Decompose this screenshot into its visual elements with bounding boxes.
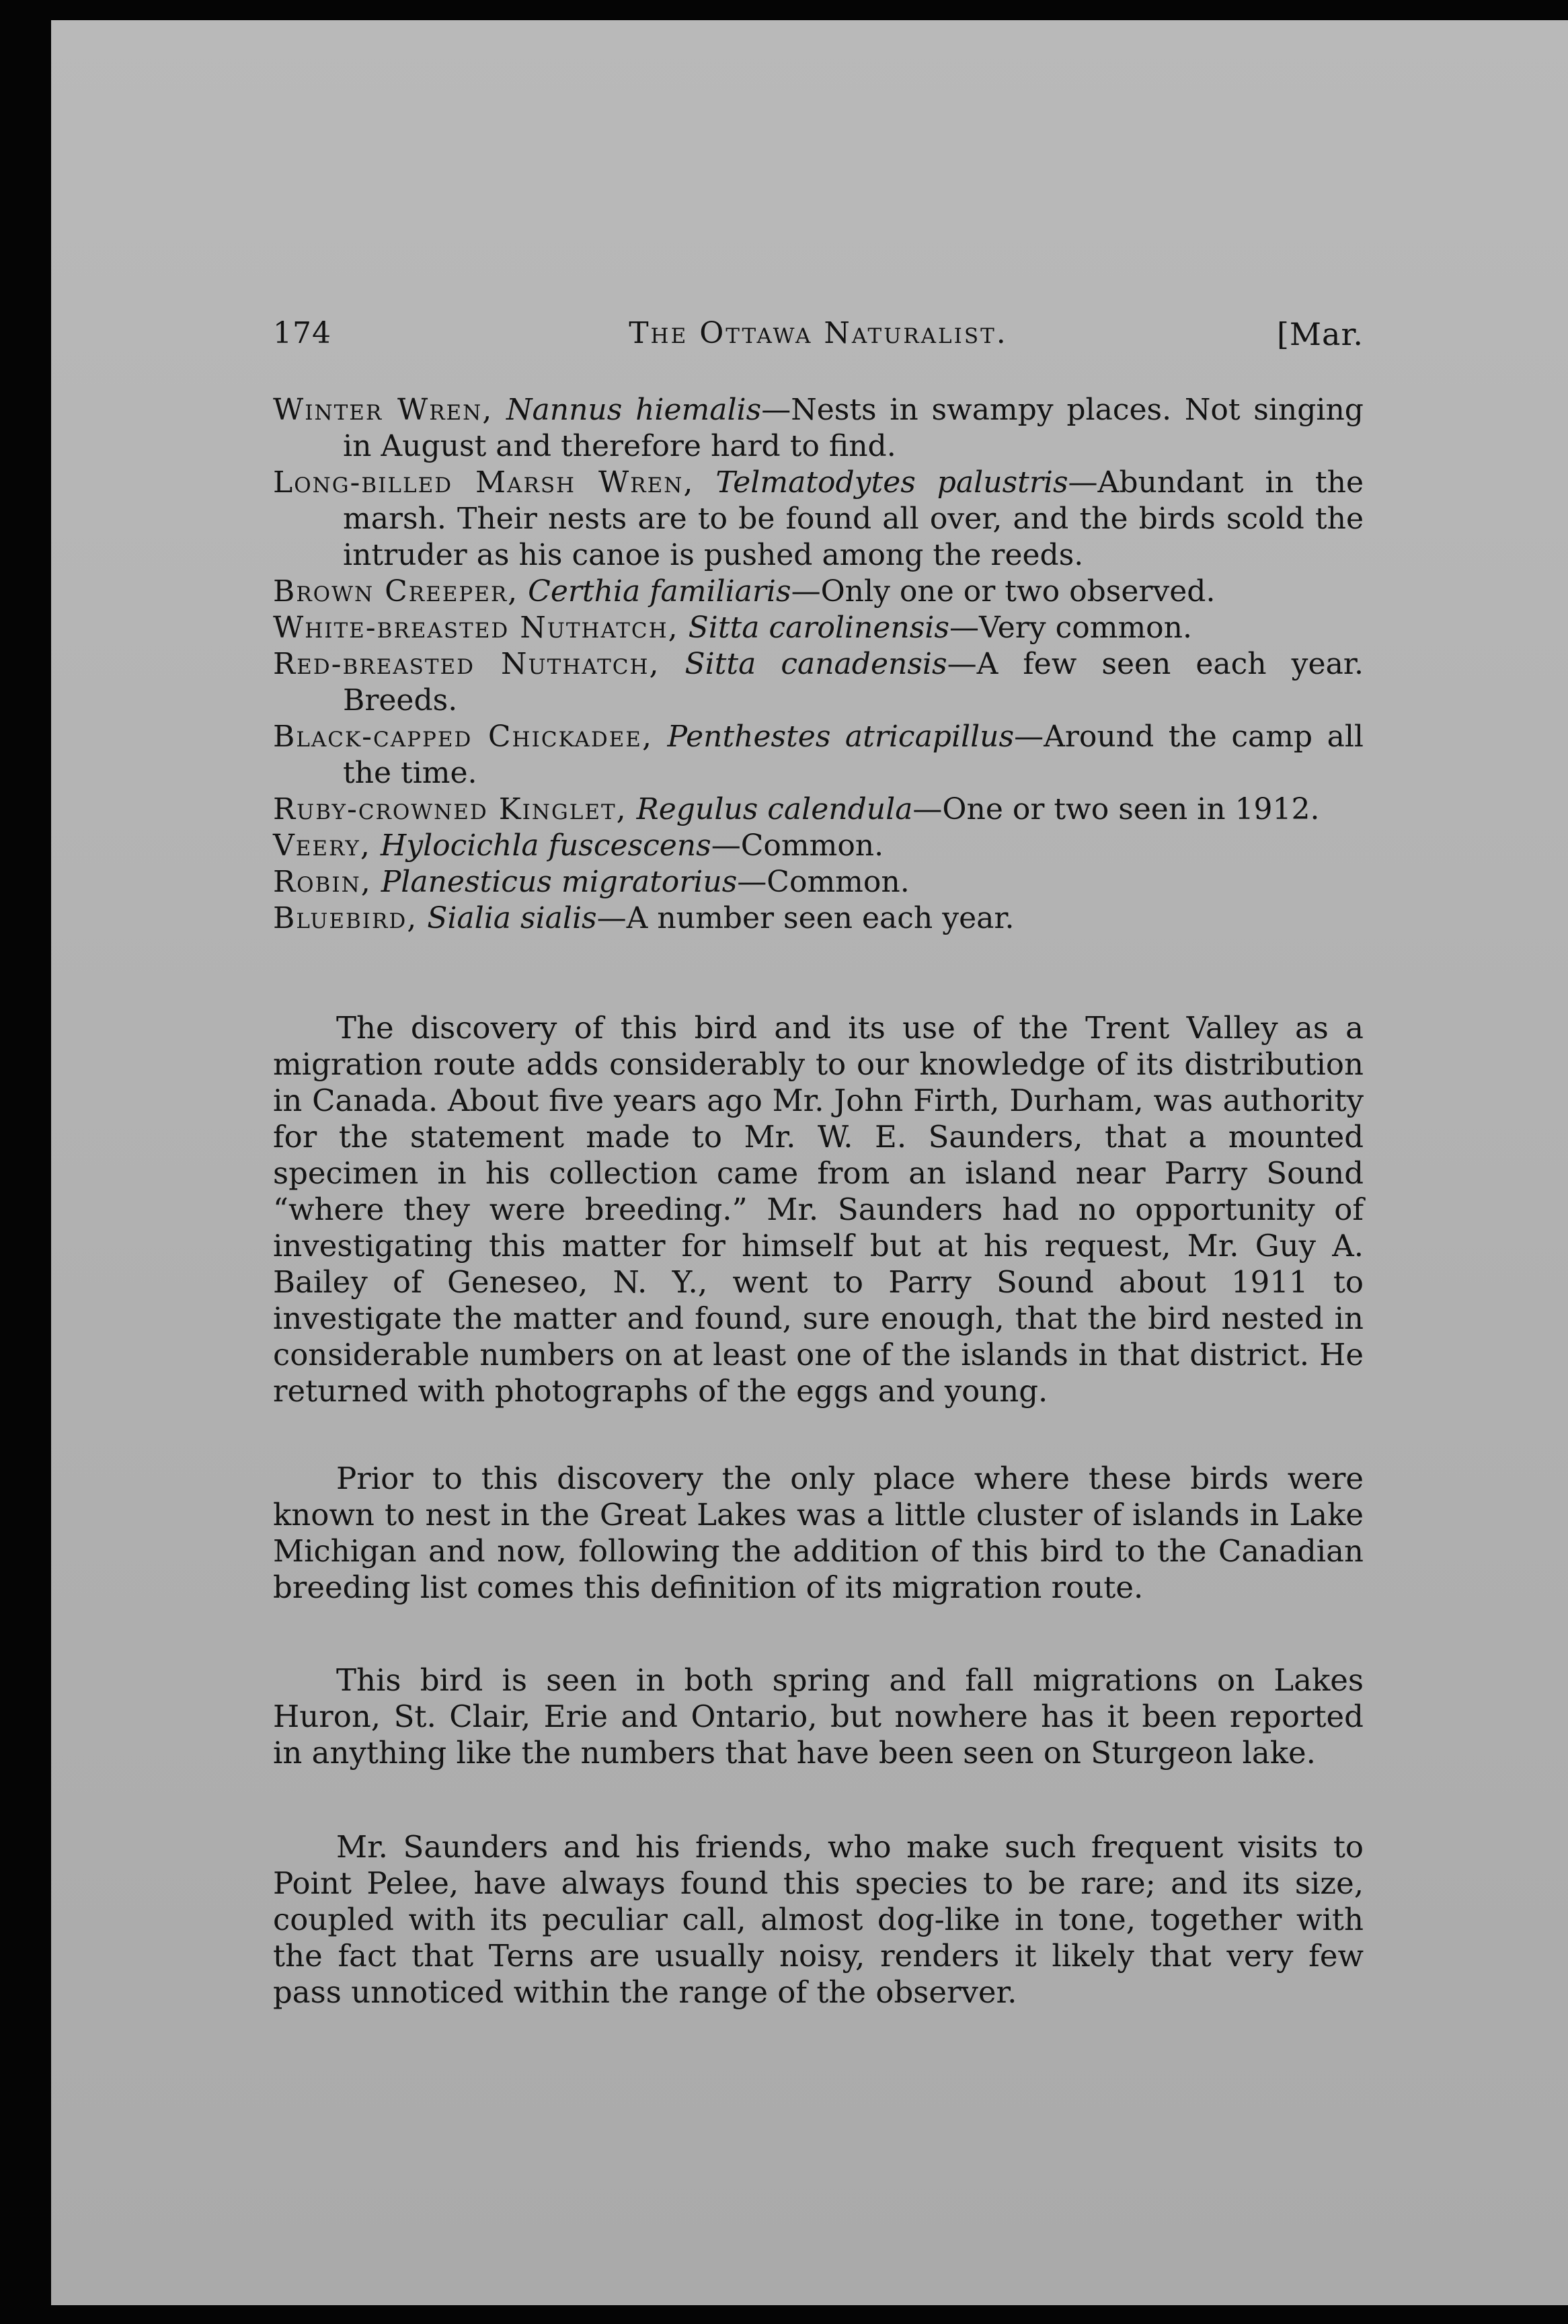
- latin-name: Nannus hiemalis: [506, 393, 762, 427]
- paragraph-prior-nesting: Prior to this discovery the only place where these birds were known to nest in the Great Lakes was a little cluster of islands in Lake Michigan and now, following the addition of this bird to the Canadian breeding list comes this definition of its migration route.: [273, 1461, 1364, 1605]
- latin-name: Sitta canadensis: [684, 647, 947, 681]
- common-name: Black-capped Chickadee,: [273, 720, 653, 754]
- latin-name: Hylocichla fuscescens: [380, 828, 711, 863]
- common-name: Brown Creeper,: [273, 574, 519, 609]
- common-name: Red-breasted Nuthatch,: [273, 647, 660, 681]
- species-note: —Abundant in the marsh. Their nests are to be found all over, and the birds scold the intruder as his canoe is pushed among the reeds.: [343, 465, 1364, 572]
- latin-name: Planesticus migratorius: [381, 865, 738, 899]
- species-note: —A number seen each year.: [596, 901, 1015, 935]
- common-name: Long-billed Marsh Wren,: [273, 465, 695, 500]
- species-entry-brown-creeper: [273, 574, 1364, 610]
- species-note: —Only one or two observed.: [791, 574, 1216, 609]
- species-note: —One or two seen in 1912.: [912, 792, 1320, 826]
- common-name: Ruby-crowned Kinglet,: [273, 792, 627, 826]
- paragraph-discovery: The discovery of this bird and its use of the Trent Valley as a migration route adds considerably to our knowledge of its distribution in Canada. About five years ago Mr. John Firth, Durham, was authority for the statement made to Mr. W. E. Saunders, that a mounted specimen in his collection came from an island near Parry Sound “where they were breeding.” Mr. Saunders had no opportunity of investigating this matter for himself but at his request, Mr. Guy A. Bailey of Geneseo, N. Y., went to Parry Sound about 1911 to investigate the matter and found, sure enough, that the bird nested in considerable numbers on at least one of the islands in that district. He returned with photographs of the eggs and young.: [273, 1010, 1364, 1409]
- common-name: Winter Wren,: [273, 393, 494, 427]
- species-entry-robin: [273, 864, 1364, 900]
- latin-name: Certhia familiaris: [528, 574, 791, 609]
- species-note: —Very common.: [949, 611, 1192, 645]
- species-entry-white-breasted-nuthatch: [273, 610, 1364, 646]
- species-entry-red-breasted-nuthatch: [273, 646, 1364, 719]
- latin-name: Telmatodytes palustris: [715, 465, 1068, 500]
- species-note: —Around the camp all the time.: [343, 720, 1364, 790]
- page-number: 174: [273, 316, 331, 350]
- common-name: Robin,: [273, 865, 372, 899]
- common-name: White-breasted Nuthatch,: [273, 611, 679, 645]
- paragraph-migrations: This bird is seen in both spring and fall migrations on Lakes Huron, St. Clair, Erie and Ontario, but nowhere has it been reported in anything like the numbers that have been seen on Sturgeon lake.: [273, 1662, 1364, 1771]
- latin-name: Sialia sialis: [427, 901, 597, 935]
- issue-month: [Mar.: [1276, 316, 1364, 352]
- species-note: —A few seen each year. Breeds.: [343, 647, 1364, 718]
- paragraph-point-pelee: Mr. Saunders and his friends, who make such frequent visits to Point Pelee, have always found this species to be rare; and its size, coupled with its peculiar call, almost dog-like in tone, together with the fact that Terns are usually noisy, renders it likely that very few pass unnoticed within the range of the observer.: [273, 1829, 1364, 2010]
- latin-name: Penthestes atricapillus: [667, 720, 1015, 754]
- species-entry-bluebird: [273, 900, 1364, 937]
- species-note: —Common.: [711, 828, 884, 863]
- species-entry-black-capped-chickadee: [273, 719, 1364, 791]
- running-head: [273, 316, 1364, 356]
- species-entry-winter-wren: [273, 392, 1364, 465]
- journal-title: The Ottawa Naturalist.: [629, 316, 1008, 350]
- species-list: [273, 392, 1364, 937]
- common-name: Veery,: [273, 828, 371, 863]
- species-entry-long-billed-marsh-wren: [273, 465, 1364, 574]
- species-note: —Common.: [737, 865, 910, 899]
- latin-name: Sitta carolinensis: [688, 611, 949, 645]
- species-entry-veery: [273, 828, 1364, 864]
- species-note: —Nests in swampy places. Not singing in August and therefore hard to find.: [343, 393, 1364, 463]
- latin-name: Regulus calendula: [636, 792, 913, 826]
- common-name: Bluebird,: [273, 901, 418, 935]
- species-entry-ruby-crowned-kinglet: [273, 791, 1364, 828]
- scanned-page: [51, 20, 1568, 2305]
